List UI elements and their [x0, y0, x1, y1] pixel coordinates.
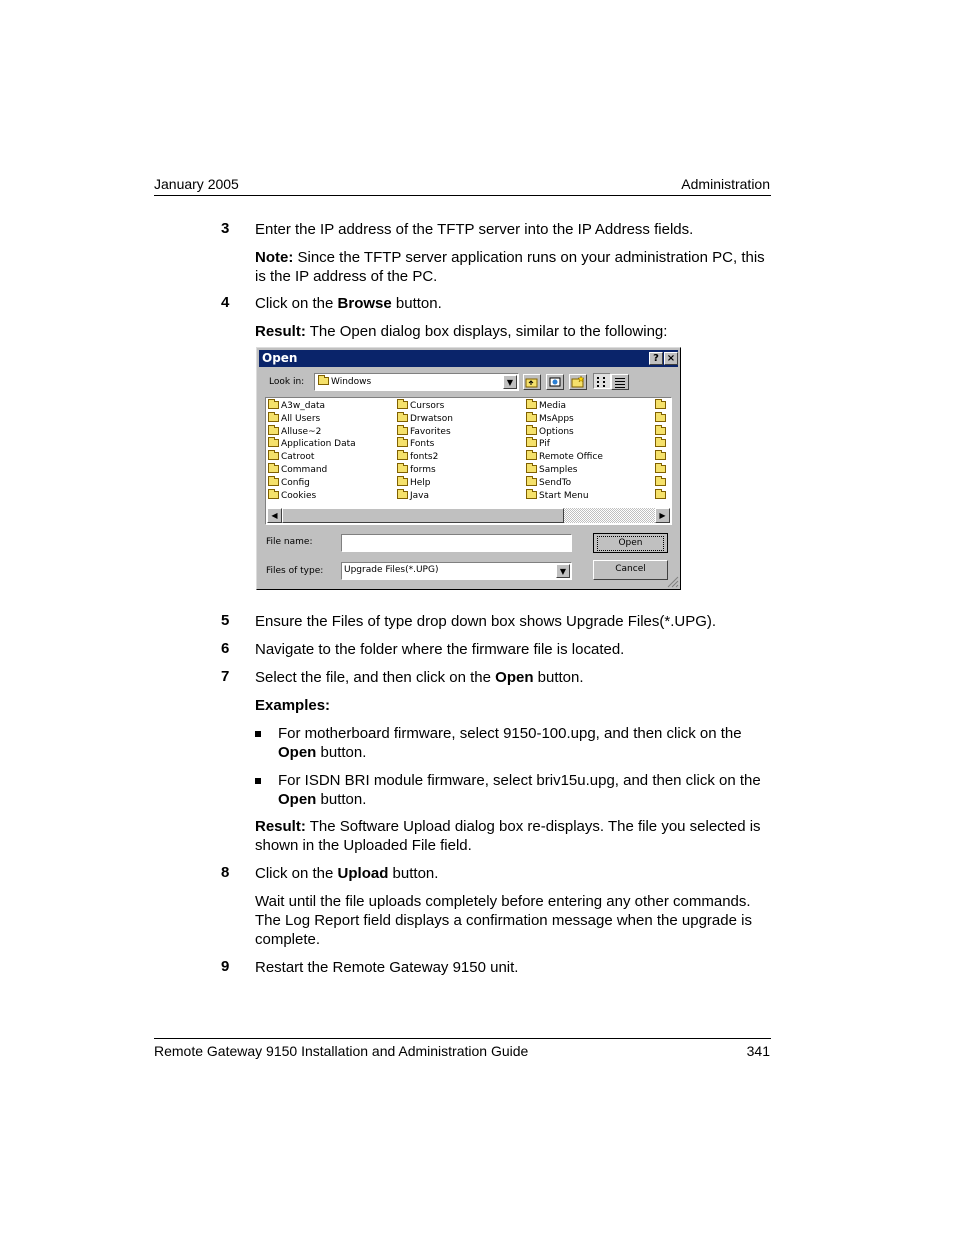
list-item[interactable]: Cookies: [268, 490, 356, 503]
bullet-icon: [255, 778, 261, 784]
look-in-dropdown[interactable]: [314, 373, 519, 391]
result-paragraph: [255, 322, 775, 341]
list-item[interactable]: Drwatson: [397, 413, 453, 426]
list-item[interactable]: SendTo: [526, 477, 603, 490]
folder-icon: [268, 427, 279, 435]
dialog-title: Open: [262, 351, 298, 365]
step-text: Ensure the Files of type drop down box shows Upgrade Files(*.UPG).: [255, 613, 717, 630]
list-item[interactable]: Java: [397, 490, 453, 503]
folder-icon: [526, 401, 537, 409]
folder-icon: [655, 439, 666, 447]
list-item[interactable]: Pif: [526, 438, 603, 451]
bullet-text-part: For motherboard firmware, select 9150-100.upg, and then click on the: [278, 725, 742, 742]
step-number: 7: [221, 668, 230, 685]
folder-icon: [526, 439, 537, 447]
step-text: Enter the IP address of the TFTP server into the IP Address fields.: [255, 221, 694, 238]
folder-icon: [655, 401, 666, 409]
result-text: The Open dialog box displays, similar to the following:: [305, 323, 668, 340]
bullet-icon: [255, 731, 261, 737]
files-of-type-label: Files of type:: [266, 566, 324, 576]
step-text: Navigate to the folder where the firmware file is located.: [255, 641, 625, 658]
bullet-text-part: button.: [316, 744, 367, 761]
file-column-partial: [655, 400, 668, 502]
list-item[interactable]: Catroot: [268, 451, 356, 464]
open-button-label: Open: [597, 536, 663, 551]
list-item[interactable]: MsApps: [526, 413, 603, 426]
result-paragraph: [255, 817, 775, 855]
step-text-part: Click on the: [255, 295, 338, 312]
folder-icon: [397, 491, 408, 499]
folder-icon: [268, 491, 279, 499]
file-column: [397, 400, 453, 502]
bullet-text-part: button.: [316, 791, 367, 808]
open-dialog: [256, 347, 681, 590]
list-item[interactable]: Remote Office: [526, 451, 603, 464]
list-item[interactable]: Media: [526, 400, 603, 413]
step-number: 9: [221, 958, 230, 975]
help-button[interactable]: ?: [649, 352, 663, 365]
step-text-part: button.: [388, 865, 439, 882]
note-label: Note:: [255, 249, 294, 266]
step-text-bold: Browse: [337, 295, 392, 312]
folder-icon: [397, 452, 408, 460]
files-of-type-dropdown[interactable]: [341, 562, 572, 580]
step-number: 3: [221, 220, 230, 237]
result-label: Result:: [255, 818, 306, 835]
open-button[interactable]: [593, 533, 668, 553]
details-view-icon[interactable]: [611, 374, 629, 390]
folder-icon: [655, 414, 666, 422]
close-button[interactable]: ×: [664, 352, 678, 365]
list-item[interactable]: Alluse~2: [268, 426, 356, 439]
step-text-part: Click on the: [255, 865, 338, 882]
page-number: 341: [746, 1043, 770, 1059]
folder-icon: [397, 401, 408, 409]
folder-icon: [526, 414, 537, 422]
footer-title: Remote Gateway 9150 Installation and Administration Guide: [154, 1043, 529, 1059]
folder-icon: [397, 414, 408, 422]
footer-rule: [154, 1038, 771, 1039]
list-item[interactable]: Options: [526, 426, 603, 439]
list-item[interactable]: [655, 490, 668, 503]
folder-icon: [655, 491, 666, 499]
folder-icon: [397, 439, 408, 447]
step-text: Restart the Remote Gateway 9150 unit.: [255, 959, 519, 976]
file-column: [526, 400, 603, 502]
header-date: January 2005: [154, 176, 239, 192]
list-item[interactable]: fonts2: [397, 451, 453, 464]
note-text: Since the TFTP server application runs on your administration PC, this is the IP address of the PC.: [255, 249, 765, 285]
scroll-left-icon[interactable]: ◀: [267, 508, 282, 523]
folder-icon: [397, 478, 408, 486]
chevron-down-icon[interactable]: ▼: [556, 564, 570, 578]
step-text-bold: Open: [495, 669, 534, 686]
list-item[interactable]: All Users: [268, 413, 356, 426]
dialog-title-bar: [259, 350, 678, 367]
scroll-thumb[interactable]: [282, 508, 564, 523]
step-text: [255, 864, 775, 883]
step-number: 4: [221, 294, 230, 311]
folder-icon: [526, 478, 537, 486]
bullet-text-bold: Open: [278, 791, 317, 808]
list-item[interactable]: Favorites: [397, 426, 453, 439]
folder-icon: [655, 452, 666, 460]
step-text-bold: Upload: [337, 865, 389, 882]
step-text: [255, 668, 775, 687]
step-text-part: Select the file, and then click on the: [255, 669, 496, 686]
folder-icon: [655, 465, 666, 473]
folder-icon: [397, 427, 408, 435]
result-text: The Software Upload dialog box re-displays. The file you selected is shown in the Uploaded File field.: [255, 818, 761, 854]
list-item[interactable]: A3w_data: [268, 400, 356, 413]
file-name-input[interactable]: [341, 534, 572, 552]
new-folder-icon[interactable]: [569, 374, 587, 390]
list-item[interactable]: Help: [397, 477, 453, 490]
up-one-level-icon[interactable]: [523, 374, 541, 390]
wait-paragraph: Wait until the file uploads completely before entering any other commands. The Log Report field displays a confirmation message when the upgrade is complete.: [255, 893, 752, 948]
list-item[interactable]: Samples: [526, 464, 603, 477]
folder-icon: [318, 377, 329, 385]
result-label: Result:: [255, 323, 306, 340]
look-in-value: Windows: [331, 377, 372, 387]
folder-icon: [526, 465, 537, 473]
chevron-down-icon[interactable]: ▼: [503, 375, 517, 389]
header-section: Administration: [681, 176, 770, 192]
bullet-text-bold: Open: [278, 744, 317, 761]
desktop-icon[interactable]: [546, 374, 564, 390]
files-of-type-value: Upgrade Files(*.UPG): [344, 565, 439, 575]
folder-icon: [268, 414, 279, 422]
bullet-text-part: For ISDN BRI module firmware, select briv15u.upg, and then click on the: [278, 772, 761, 789]
file-list[interactable]: [265, 397, 672, 525]
resize-grip-icon[interactable]: [667, 576, 679, 588]
folder-icon: [268, 452, 279, 460]
list-item[interactable]: Command: [268, 464, 356, 477]
list-item[interactable]: Config: [268, 477, 356, 490]
folder-icon: [268, 401, 279, 409]
list-item[interactable]: forms: [397, 464, 453, 477]
folder-icon: [526, 491, 537, 499]
step-number: 5: [221, 612, 230, 629]
bullet-text: [278, 771, 773, 809]
folder-icon: [526, 427, 537, 435]
step-text-part: button.: [533, 669, 584, 686]
folder-icon: [526, 452, 537, 460]
list-item[interactable]: Application Data: [268, 438, 356, 451]
list-view-icon[interactable]: [593, 373, 611, 389]
horizontal-scrollbar[interactable]: [267, 508, 670, 523]
step-text: [255, 294, 775, 313]
folder-icon: [268, 439, 279, 447]
list-item[interactable]: Fonts: [397, 438, 453, 451]
look-in-label: Look in:: [269, 377, 305, 387]
file-column: [268, 400, 356, 502]
folder-icon: [268, 478, 279, 486]
header-rule: [154, 195, 771, 196]
step-number: 8: [221, 864, 230, 881]
bullet-text: [278, 724, 773, 762]
list-item[interactable]: Start Menu: [526, 490, 603, 503]
folder-icon: [655, 478, 666, 486]
step-number: 6: [221, 640, 230, 657]
list-item[interactable]: Cursors: [397, 400, 453, 413]
note-paragraph: [255, 248, 775, 286]
examples-heading: Examples:: [255, 697, 331, 714]
folder-icon: [397, 465, 408, 473]
folder-icon: [268, 465, 279, 473]
file-name-label: File name:: [266, 537, 313, 547]
step-text-part: button.: [391, 295, 442, 312]
cancel-button[interactable]: Cancel: [593, 560, 668, 580]
folder-icon: [655, 427, 666, 435]
scroll-right-icon[interactable]: ▶: [655, 508, 670, 523]
